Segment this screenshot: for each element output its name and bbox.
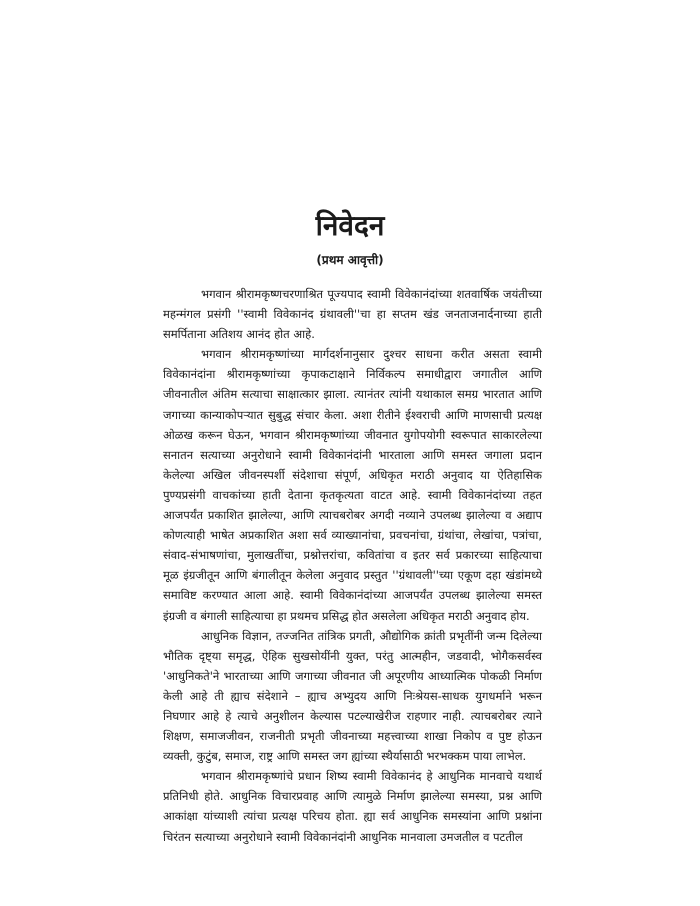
paragraph: भगवान श्रीरामकृष्णांच्या मार्गदर्शनानुसार दुश्चर साधना करीत असता स्वामी विवेकानंदांना श्रीरामकृष्णांच्या कृपाकटाक्षाने निर्विकल्प समाधीद्वारा जगातील आणि जीवनातील अंतिम सत्याचा साक्षात्कार झाला. त्यानंतर त्यांनी यथाकाल समग्र भारतात आणि जगाच्या कान्याकोपऱ्यात सुबुद्ध संचार केला. अशा रीतीने ईश्वराची आणि माणसाची प्रत्यक्ष ओळख करून घेऊन, भगवान श्रीरामकृष्णांच्या जीवनात युगोपयोगी स्वरूपात साकारलेल्या सनातन सत्याच्या अनुरोधाने स्वामी विवेकानंदांनी भारताला आणि समस्त जगाला प्रदान केलेल्या अखिल जीवनस्पर्शी संदेशाचा संपूर्ण, अधिकृत मराठी अनुवाद या ऐतिहासिक पुण्यप्रसंगी वाचकांच्या हाती देताना कृतकृत्यता वाटत आहे. स्वामी विवेकानंदांच्या तहत आजपर्यंत प्रकाशित झालेल्या, आणि त्याचबरोबर अगदी नव्याने उपलब्ध झालेल्या व अद्याप कोणत्याही भाषेत अप्रकाशित अशा सर्व व्याख्यानांचा, प्रवचनांचा, ग्रंथांचा, लेखांचा, पत्रांचा, संवाद-संभाषणांचा, मुलाखतींचा, प्रश्नोत्तरांचा, कवितांचा व इतर सर्व प्रकारच्या साहित्याचा मूळ इंग्रजीतून आणि बंगालीतून केलेला अनुवाद प्रस्तुत ''ग्रंथावली''च्या एकूण दहा खंडांमध्ये समाविष्ट करण्यात आला आहे. स्वामी विवेकानंदांच्या आजपर्यंत उपलब्ध झालेल्या समस्त इंग्रजी व बंगाली साहित्याचा हा प्रथमच प्रसिद्ध होत असलेला अधिकृत मराठी अनुवाद होय. (163, 347, 542, 623)
body-text (163, 284, 542, 847)
edition-subtitle: (प्रथम आवृत्ती) (316, 253, 384, 267)
paragraph: आधुनिक विज्ञान, तज्जनित तांत्रिक प्रगती, औद्योगिक क्रांती प्रभृतींनी जन्म दिलेल्या भौतिक दृष्ट्या समृद्ध, ऐहिक सुखसोयींनी युक्त, परंतु आत्महीन, जडवादी, भोगैकसर्वस्व 'आधुनिकते'ने भारताच्या आणि जगाच्या जीवनात जी अपूरणीय आध्यात्मिक पोकळी निर्माण केली आहे ती ह्याच संदेशाने – ह्याच अभ्युदय आणि निःश्रेयस-साधक युगधर्माने भरून निघणार आहे हे त्याचे अनुशीलन केल्यास पटल्याखेरीज राहणार नाही. त्याचबरोबर त्याने शिक्षण, समाजजीवन, राजनीती प्रभृती जीवनाच्या महत्त्वाच्या शाखा निकोप व पुष्ट होऊन व्यक्ती, कुटुंब, समाज, राष्ट्र आणि समस्त जग ह्यांच्या स्थैर्यासाठी भरभक्कम पाया लाभेल. (163, 628, 542, 764)
page-title: निवेदन (315, 209, 385, 242)
paragraph: भगवान श्रीरामकृष्णचरणाश्रित पूज्यपाद स्वामी विवेकानंदांच्या शतवार्षिक जयंतीच्या महन्मंगल प्रसंगी ''स्वामी विवेकानंद ग्रंथावली''चा हा सप्तम खंड जनताजनार्दनाच्या हाती समर्पिताना अतिशय आनंद होत आहे. (163, 287, 542, 342)
paragraph: भगवान श्रीरामकृष्णांचे प्रधान शिष्य स्वामी विवेकानंद हे आधुनिक मानवाचे यथार्थ प्रतिनिधी होते. आधुनिक विचारप्रवाह आणि त्यामुळे निर्माण झालेल्या समस्या, प्रश्न आणि आकांक्षा यांच्याशी त्यांचा प्रत्यक्ष परिचय होता. ह्या सर्व आधुनिक समस्यांना आणि प्रश्नांना चिरंतन सत्याच्या अनुरोधाने स्वामी विवेकानंदांनी आधुनिक मानवाला उमजतील व पटतील (163, 769, 542, 844)
